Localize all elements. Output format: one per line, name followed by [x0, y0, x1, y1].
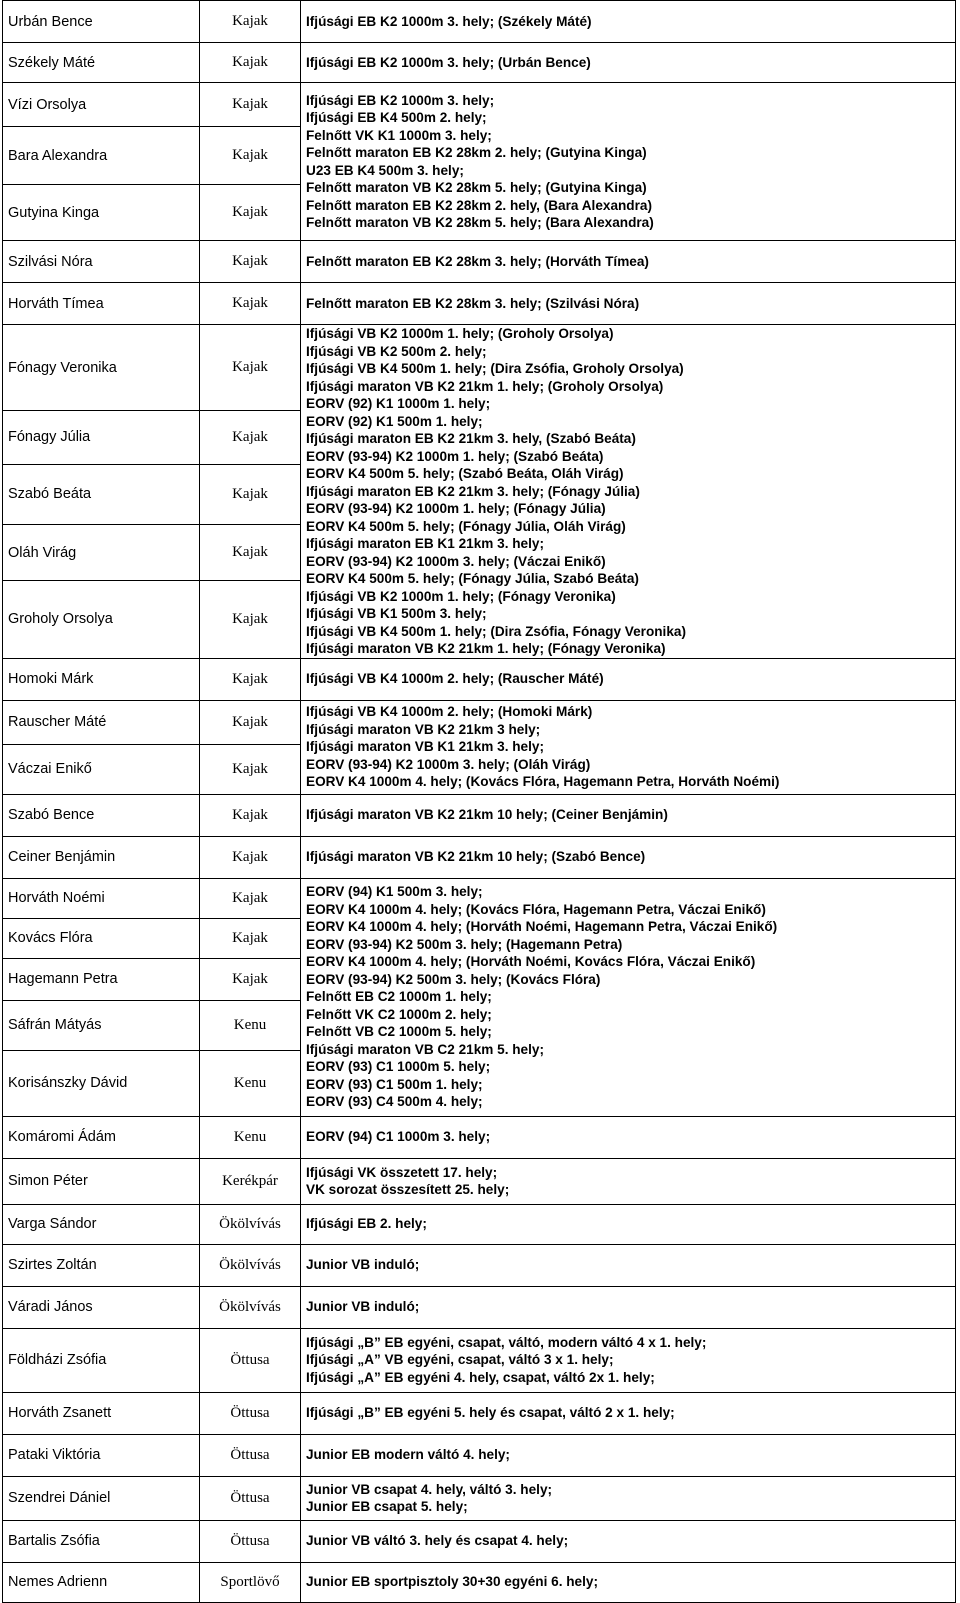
- result-line: EORV K4 1000m 4. hely; (Kovács Flóra, Hagemann Petra, Horváth Noémi): [306, 774, 780, 790]
- results-cell: [301, 836, 956, 878]
- sport-name: Sportlövő: [200, 1562, 301, 1602]
- result-line: Ifjúsági maraton EB K2 21km 3. hely, (Szabó Beáta): [306, 431, 636, 446]
- table-row: [3, 1204, 956, 1244]
- result-line: Ifjúsági „A” EB egyéni 4. hely, csapat, váltó 2x 1. hely;: [306, 1369, 655, 1385]
- table-row: [3, 43, 956, 83]
- athlete-name: Hagemann Petra: [3, 958, 200, 1000]
- athlete-name: Varga Sándor: [3, 1204, 200, 1244]
- athlete-name: Oláh Virág: [3, 525, 200, 581]
- results-cell: [301, 325, 956, 659]
- table-row: [3, 1434, 956, 1476]
- result-line: EORV (93-94) K2 500m 3. hely; (Kovács Flóra): [306, 971, 601, 987]
- sport-name: Kajak: [200, 185, 301, 241]
- result-line: Ifjúsági maraton VB K2 21km 3 hely;: [306, 721, 541, 737]
- result-line: EORV (93) C1 500m 1. hely;: [306, 1076, 483, 1092]
- athlete-name: Bara Alexandra: [3, 127, 200, 185]
- results-table-body: [3, 1, 956, 1603]
- sport-name: Kenu: [200, 1050, 301, 1116]
- result-line: VK sorozat összesített 25. hely;: [306, 1182, 510, 1197]
- result-line: Ifjúsági VB K2 1000m 1. hely; (Fónagy Veronika): [306, 588, 616, 604]
- result-line: Junior EB sportpisztoly 30+30 egyéni 6. hely;: [306, 1574, 598, 1590]
- result-line: EORV K4 500m 5. hely; (Fónagy Júlia, Oláh Virág): [306, 518, 626, 534]
- results-cell: [301, 241, 956, 283]
- result-line: EORV K4 500m 5. hely; (Szabó Beáta, Oláh Virág): [306, 466, 624, 481]
- sport-name: Ökölvívás: [200, 1204, 301, 1244]
- sport-name: Kajak: [200, 958, 301, 1000]
- results-cell: [301, 1328, 956, 1392]
- result-line: Ifjúsági EB K2 1000m 3. hely; (Székely Máté): [306, 13, 592, 29]
- athlete-name: Fónagy Júlia: [3, 411, 200, 465]
- sport-name: Kajak: [200, 878, 301, 918]
- results-cell: [301, 878, 956, 1116]
- result-line: Ifjúsági VB K4 500m 1. hely; (Dira Zsófia, Groholy Orsolya): [306, 361, 684, 376]
- athlete-name: Horváth Zsanett: [3, 1392, 200, 1434]
- results-cell: [301, 83, 956, 241]
- sport-name: Kajak: [200, 700, 301, 744]
- table-row: [3, 700, 956, 744]
- athlete-name: Komáromi Ádám: [3, 1116, 200, 1158]
- result-line: Ifjúsági VB K2 1000m 1. hely; (Groholy Orsolya): [306, 326, 614, 341]
- sport-name: Ökölvívás: [200, 1244, 301, 1286]
- result-line: EORV (93-94) K2 1000m 1. hely; (Fónagy Júlia): [306, 501, 606, 516]
- result-line: EORV K4 1000m 4. hely; (Horváth Noémi, Kovács Flóra, Váczai Enikő): [306, 954, 756, 970]
- results-cell: [301, 794, 956, 836]
- result-line: Ifjúsági VB K4 1000m 2. hely; (Homoki Márk): [306, 704, 593, 720]
- athlete-name: Pataki Viktória: [3, 1434, 200, 1476]
- result-line: Ifjúsági „B” EB egyéni 5. hely és csapat, váltó 2 x 1. hely;: [306, 1405, 675, 1421]
- sport-name: Kenu: [200, 1116, 301, 1158]
- result-line: EORV (94) K1 500m 3. hely;: [306, 884, 483, 900]
- result-line: Ifjúsági EB K2 1000m 3. hely;: [306, 92, 495, 108]
- sport-name: Ökölvívás: [200, 1286, 301, 1328]
- athlete-name: Horváth Noémi: [3, 878, 200, 918]
- result-line: Ifjúsági maraton VB K2 21km 1. hely; (Groholy Orsolya): [306, 378, 664, 394]
- results-table: [2, 0, 956, 1603]
- result-line: EORV (93-94) K2 500m 3. hely; (Hagemann Petra): [306, 936, 623, 952]
- sport-name: Kajak: [200, 283, 301, 325]
- results-cell: [301, 1244, 956, 1286]
- athlete-name: Vízi Orsolya: [3, 83, 200, 127]
- table-row: [3, 1328, 956, 1392]
- result-line: EORV K4 500m 5. hely; (Fónagy Júlia, Szabó Beáta): [306, 571, 639, 586]
- result-line: Junior VB csapat 4. hely, váltó 3. hely;: [306, 1481, 553, 1497]
- sport-name: Öttusa: [200, 1328, 301, 1392]
- result-line: Ifjúsági EB 2. hely;: [306, 1216, 427, 1232]
- sport-name: Kerékpár: [200, 1158, 301, 1204]
- result-line: Felnőtt maraton EB K2 28km 2. hely; (Gutyina Kinga): [306, 145, 647, 160]
- athlete-name: Gutyina Kinga: [3, 185, 200, 241]
- result-line: EORV (93-94) K2 1000m 3. hely; (Váczai Enikő): [306, 553, 606, 569]
- result-line: Felnőtt VK C2 1000m 2. hely;: [306, 1006, 492, 1022]
- sport-name: Kajak: [200, 83, 301, 127]
- table-row: [3, 1392, 956, 1434]
- result-line: Ifjúsági maraton EB K1 21km 3. hely;: [306, 536, 544, 551]
- athlete-name: Urbán Bence: [3, 1, 200, 43]
- result-line: EORV (93-94) K2 1000m 1. hely; (Szabó Beáta): [306, 448, 604, 464]
- table-row: [3, 1, 956, 43]
- athlete-name: Szilvási Nóra: [3, 241, 200, 283]
- results-cell: [301, 1204, 956, 1244]
- sport-name: Kajak: [200, 525, 301, 581]
- result-line: EORV (92) K1 1000m 1. hely;: [306, 396, 491, 411]
- result-line: Junior EB csapat 5. hely;: [306, 1499, 468, 1514]
- results-cell: [301, 43, 956, 83]
- result-line: Felnőtt maraton EB K2 28km 3. hely; (Horváth Tímea): [306, 253, 649, 269]
- table-row: [3, 794, 956, 836]
- sport-name: Kajak: [200, 464, 301, 524]
- athlete-name: Homoki Márk: [3, 658, 200, 700]
- result-line: Felnőtt maraton EB K2 28km 2. hely, (Bara Alexandra): [306, 197, 652, 213]
- sport-name: Öttusa: [200, 1392, 301, 1434]
- sport-name: Kajak: [200, 794, 301, 836]
- sport-name: Kenu: [200, 1000, 301, 1050]
- athlete-name: Szabó Bence: [3, 794, 200, 836]
- athlete-name: Ceiner Benjámin: [3, 836, 200, 878]
- result-line: Felnőtt VK K1 1000m 3. hely;: [306, 127, 492, 143]
- result-line: Ifjúsági EB K4 500m 2. hely;: [306, 110, 487, 125]
- athlete-name: Székely Máté: [3, 43, 200, 83]
- results-cell: [301, 700, 956, 794]
- results-cell: [301, 1476, 956, 1520]
- result-line: Felnőtt maraton EB K2 28km 3. hely; (Szilvási Nóra): [306, 295, 640, 311]
- results-cell: [301, 1434, 956, 1476]
- result-line: Ifjúsági maraton VB K1 21km 3. hely;: [306, 739, 544, 755]
- results-cell: [301, 283, 956, 325]
- result-line: Ifjúsági EB K2 1000m 3. hely; (Urbán Bence): [306, 54, 591, 70]
- athlete-name: Szendrei Dániel: [3, 1476, 200, 1520]
- result-line: Ifjúsági maraton VB K2 21km 10 hely; (Ceiner Benjámin): [306, 807, 668, 823]
- athlete-name: Korisánszky Dávid: [3, 1050, 200, 1116]
- sport-name: Kajak: [200, 43, 301, 83]
- athlete-name: Simon Péter: [3, 1158, 200, 1204]
- table-row: [3, 1286, 956, 1328]
- result-line: Felnőtt VB C2 1000m 5. hely;: [306, 1024, 492, 1040]
- result-line: Ifjúsági maraton EB K2 21km 3. hely; (Fónagy Júlia): [306, 483, 640, 499]
- result-line: Ifjúsági maraton VB C2 21km 5. hely;: [306, 1041, 544, 1057]
- result-line: EORV (94) C1 1000m 3. hely;: [306, 1129, 491, 1145]
- result-line: Junior VB váltó 3. hely és csapat 4. hely;: [306, 1533, 569, 1549]
- athlete-name: Szirtes Zoltán: [3, 1244, 200, 1286]
- result-line: Felnőtt maraton VB K2 28km 5. hely; (Bara Alexandra): [306, 215, 654, 230]
- athlete-name: Földházi Zsófia: [3, 1328, 200, 1392]
- sport-name: Kajak: [200, 744, 301, 794]
- table-row: [3, 1244, 956, 1286]
- result-line: Ifjúsági VK összetett 17. hely;: [306, 1164, 498, 1180]
- athlete-name: Nemes Adrienn: [3, 1562, 200, 1602]
- results-cell: [301, 1, 956, 43]
- result-line: EORV (93) C4 500m 4. hely;: [306, 1094, 483, 1110]
- result-line: EORV (93) C1 1000m 5. hely;: [306, 1059, 491, 1075]
- results-cell: [301, 658, 956, 700]
- table-row: [3, 283, 956, 325]
- table-row: [3, 1562, 956, 1602]
- athlete-name: Fónagy Veronika: [3, 325, 200, 411]
- sport-name: Öttusa: [200, 1434, 301, 1476]
- athlete-name: Váradi János: [3, 1286, 200, 1328]
- table-row: [3, 325, 956, 411]
- results-cell: [301, 1392, 956, 1434]
- sport-name: Kajak: [200, 127, 301, 185]
- sport-name: Kajak: [200, 1, 301, 43]
- table-row: [3, 1116, 956, 1158]
- sport-name: Kajak: [200, 918, 301, 958]
- athlete-name: Groholy Orsolya: [3, 581, 200, 658]
- sport-name: Kajak: [200, 658, 301, 700]
- athlete-name: Váczai Enikő: [3, 744, 200, 794]
- result-line: Ifjúsági VB K4 500m 1. hely; (Dira Zsófia, Fónagy Veronika): [306, 623, 686, 639]
- athlete-name: Horváth Tímea: [3, 283, 200, 325]
- result-line: EORV (93-94) K2 1000m 3. hely; (Oláh Virág): [306, 756, 591, 772]
- result-line: Ifjúsági „B” EB egyéni, csapat, váltó, modern váltó 4 x 1. hely;: [306, 1334, 707, 1350]
- table-row: [3, 1476, 956, 1520]
- result-line: Ifjúsági maraton VB K2 21km 1. hely; (Fónagy Veronika): [306, 641, 666, 656]
- result-line: Ifjúsági VB K1 500m 3. hely;: [306, 606, 487, 621]
- sport-name: Kajak: [200, 411, 301, 465]
- sport-name: Kajak: [200, 241, 301, 283]
- results-cell: [301, 1286, 956, 1328]
- results-cell: [301, 1520, 956, 1562]
- result-line: Ifjúsági VB K2 500m 2. hely;: [306, 343, 487, 359]
- table-row: [3, 241, 956, 283]
- athlete-name: Bartalis Zsófia: [3, 1520, 200, 1562]
- result-line: Ifjúsági VB K4 1000m 2. hely; (Rauscher Máté): [306, 671, 604, 687]
- result-line: EORV K4 1000m 4. hely; (Kovács Flóra, Hagemann Petra, Váczai Enikő): [306, 901, 766, 917]
- table-row: [3, 878, 956, 918]
- sport-name: Kajak: [200, 325, 301, 411]
- sport-name: Öttusa: [200, 1476, 301, 1520]
- result-line: EORV (92) K1 500m 1. hely;: [306, 413, 483, 429]
- result-line: Felnőtt EB C2 1000m 1. hely;: [306, 989, 492, 1005]
- table-row: [3, 1520, 956, 1562]
- result-line: Ifjúsági „A” VB egyéni, csapat, váltó 3 x 1. hely;: [306, 1352, 614, 1368]
- athlete-name: Rauscher Máté: [3, 700, 200, 744]
- result-line: Junior EB modern váltó 4. hely;: [306, 1447, 510, 1463]
- table-row: [3, 83, 956, 127]
- results-cell: [301, 1562, 956, 1602]
- result-line: Ifjúsági maraton VB K2 21km 10 hely; (Szabó Bence): [306, 849, 646, 865]
- athlete-name: Kovács Flóra: [3, 918, 200, 958]
- result-line: Junior VB induló;: [306, 1257, 420, 1273]
- table-row: [3, 658, 956, 700]
- results-cell: [301, 1158, 956, 1204]
- table-row: [3, 836, 956, 878]
- sport-name: Öttusa: [200, 1520, 301, 1562]
- result-line: Junior VB induló;: [306, 1299, 420, 1315]
- sport-name: Kajak: [200, 581, 301, 658]
- sport-name: Kajak: [200, 836, 301, 878]
- result-line: EORV K4 1000m 4. hely; (Horváth Noémi, Hagemann Petra, Váczai Enikő): [306, 919, 778, 935]
- table-row: [3, 1158, 956, 1204]
- results-cell: [301, 1116, 956, 1158]
- result-line: Felnőtt maraton VB K2 28km 5. hely; (Gutyina Kinga): [306, 180, 647, 195]
- athlete-name: Szabó Beáta: [3, 464, 200, 524]
- athlete-name: Sáfrán Mátyás: [3, 1000, 200, 1050]
- result-line: U23 EB K4 500m 3. hely;: [306, 162, 464, 178]
